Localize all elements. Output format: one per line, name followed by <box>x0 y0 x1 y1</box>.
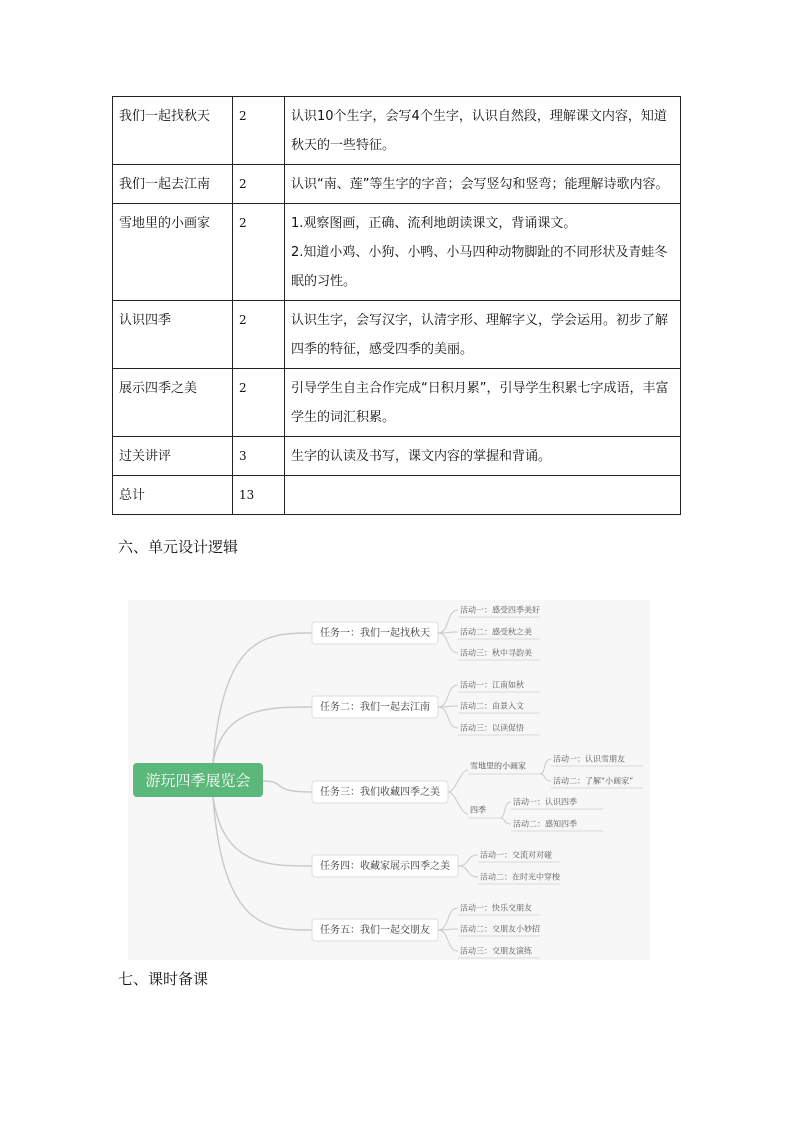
activity-label: 活动三：交朋友演练 <box>460 946 532 956</box>
section-heading-7: 七、课时备课 <box>118 970 209 988</box>
activity-label: 活动二：交朋友小妙招 <box>460 924 540 934</box>
group-label: 四季 <box>470 805 486 815</box>
lesson-goal-cell <box>285 476 681 515</box>
table-row <box>113 476 681 515</box>
lesson-hours-cell: 2 <box>233 97 285 165</box>
table-row <box>113 204 681 301</box>
group-label: 雪地里的小画家 <box>470 761 526 771</box>
task-connector <box>263 781 312 792</box>
task-label: 任务四：收藏家展示四季之美 <box>320 861 450 872</box>
lesson-goal-cell <box>285 204 681 301</box>
task-label: 任务一：我们一起找秋天 <box>320 628 430 639</box>
task-connector <box>213 797 312 866</box>
table-row <box>113 369 681 437</box>
table-row <box>113 437 681 476</box>
activity-connector <box>458 866 478 877</box>
lesson-goal-cell <box>285 369 681 437</box>
activity-connector <box>438 610 458 633</box>
lesson-hours-cell: 3 <box>233 437 285 476</box>
lesson-name-cell: 我们一起找秋天 <box>113 97 233 165</box>
table-row <box>113 165 681 204</box>
activity-connector <box>438 633 458 653</box>
lesson-goal-cell <box>285 301 681 369</box>
activity-label: 活动三：以读促悟 <box>460 723 524 733</box>
activity-connector <box>540 774 551 781</box>
activity-connector <box>500 818 511 824</box>
activity-connector <box>458 855 478 866</box>
lesson-goal-text: 生字的认读及书写，课文内容的掌握和背诵。 <box>291 449 552 464</box>
activity-label: 活动一：认识四季 <box>513 797 577 807</box>
activity-label: 活动二：感知四季 <box>513 819 577 829</box>
lesson-name-cell: 过关讲评 <box>113 437 233 476</box>
lesson-goal-text: 认识“南、莲”等生字的字音；会写竖勾和竖弯；能理解诗歌内容。 <box>291 177 669 192</box>
lesson-goal-text: 认识生字，会写汉字，认清字形、理解字义，学会运用。初步了解四季的特征，感受四季的美丽。 <box>291 313 669 357</box>
lesson-goal-cell <box>285 165 681 204</box>
activity-label: 活动一：快乐交朋友 <box>460 903 532 913</box>
activity-label: 活动三：秋中寻韵美 <box>460 648 532 658</box>
activity-connector <box>438 930 458 951</box>
lesson-goal-text: 认识10个生字，会写4个生字，认识自然段，理解课文内容，知道秋天的一些特征。 <box>291 109 667 153</box>
lesson-name-cell: 展示四季之美 <box>113 369 233 437</box>
lesson-name-cell: 我们一起去江南 <box>113 165 233 204</box>
activity-label: 活动一：交流对对碰 <box>480 850 552 860</box>
activity-label: 活动一：江南如秋 <box>460 680 524 690</box>
activity-label: 活动一：认识雪朋友 <box>553 754 625 764</box>
section-heading-6: 六、单元设计逻辑 <box>118 538 239 556</box>
task-connector <box>213 633 312 763</box>
activity-label: 活动二：在时光中穿梭 <box>480 872 560 882</box>
activity-connector <box>438 908 458 930</box>
lesson-goal-text: 引导学生自主合作完成“日积月累”，引导学生积累七字成语，丰富学生的词汇积累。 <box>291 381 669 425</box>
lesson-name-cell: 雪地里的小画家 <box>113 204 233 301</box>
table-row <box>113 301 681 369</box>
activity-connector <box>438 685 458 707</box>
lesson-hours-cell: 2 <box>233 301 285 369</box>
lesson-hours-cell: 2 <box>233 204 285 301</box>
activity-connector <box>500 802 511 818</box>
lesson-goal-cell <box>285 97 681 165</box>
activity-label: 活动二：感受秋之美 <box>460 627 532 637</box>
lesson-name-cell: 认识四季 <box>113 301 233 369</box>
activity-label: 活动二：由景入文 <box>460 701 524 711</box>
lesson-hours-cell: 2 <box>233 165 285 204</box>
task-connector <box>213 797 312 930</box>
group-connector <box>448 792 468 814</box>
task-label: 任务二：我们一起去江南 <box>320 702 430 713</box>
table-row <box>113 97 681 165</box>
root-label: 游玩四季展览会 <box>145 771 251 790</box>
mindmap-canvas <box>128 600 650 960</box>
lesson-name-cell: 总计 <box>113 476 233 515</box>
activity-label: 活动二：了解“小画家” <box>553 776 634 786</box>
activity-connector <box>438 707 458 728</box>
activity-connector <box>540 759 551 774</box>
lesson-goal-cell <box>285 437 681 476</box>
lesson-goal-text: 1.观察图画，正确、流利地朗读课文，背诵课文。 <box>291 216 577 231</box>
task-connector <box>213 707 312 763</box>
group-connector <box>448 770 468 792</box>
task-label: 任务五：我们一起交朋友 <box>320 925 430 936</box>
unit-design-mindmap <box>128 600 650 960</box>
lesson-hours-cell: 2 <box>233 369 285 437</box>
task-label: 任务三：我们收藏四季之美 <box>320 787 440 798</box>
lesson-goal-text: 2.知道小鸡、小狗、小鸭、小马四种动物脚趾的不同形状及青蛙冬眠的习性。 <box>291 245 668 289</box>
activity-label: 活动一：感受四季美好 <box>460 605 540 615</box>
lesson-hours-cell: 13 <box>233 476 285 515</box>
lesson-plan-table <box>112 96 681 515</box>
